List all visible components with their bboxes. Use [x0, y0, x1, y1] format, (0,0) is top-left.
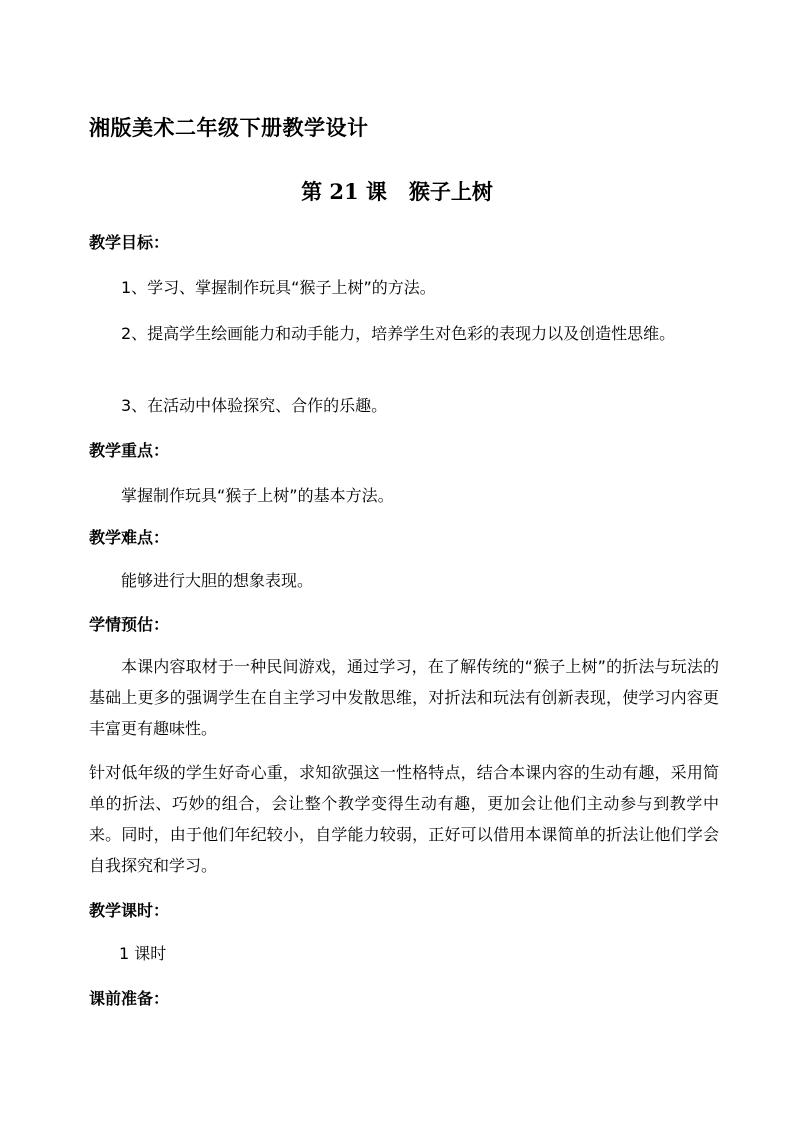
objectives-heading: 教学目标：	[89, 233, 170, 252]
objective-item: 2、提高学生绘画能力和动手能力，培养学生对色彩的表现力以及创造性思维。	[121, 324, 676, 343]
difficulties-heading: 教学难点：	[89, 528, 170, 547]
analysis-paragraph: 本课内容取材于一种民间游戏，通过学习，在了解传统的“猴子上树”的折法与玩法的基础上更多的强调学生在自主学习中发散思维，对折法和玩法有创新表现，使学习内容更丰富更有趣味性。	[89, 657, 719, 738]
preparation-heading: 课前准备：	[89, 989, 170, 1008]
analysis-heading: 学情预估：	[89, 615, 170, 634]
class-hours-text: 1 课时	[119, 944, 167, 963]
document-title: 湘版美术二年级下册教学设计	[89, 116, 369, 140]
lesson-number: 第 21 课	[301, 179, 387, 204]
lesson-title	[0, 176, 794, 206]
difficulties-text: 能够进行大胆的想象表现。	[121, 571, 314, 590]
class-hours-heading: 教学课时：	[89, 901, 170, 920]
key-points-heading: 教学重点：	[89, 441, 170, 460]
lesson-name: 猴子上树	[408, 179, 493, 204]
objective-item: 1、学习、掌握制作玩具“猴子上树”的方法。	[121, 278, 436, 297]
objective-item: 3、在活动中体验探究、合作的乐趣。	[121, 396, 388, 415]
key-points-text: 掌握制作玩具“猴子上树”的基本方法。	[121, 486, 394, 505]
analysis-paragraph: 针对低年级的学生好奇心重，求知欲强这一性格特点，结合本课内容的生动有趣，采用简单的折法、巧妙的组合，会让整个教学变得生动有趣，更加会让他们主动参与到教学中来。同时，由于他们年纪较小，自学能力较弱，正好可以借用本课简单的折法让他们学会自我探究和学习。	[89, 763, 719, 875]
